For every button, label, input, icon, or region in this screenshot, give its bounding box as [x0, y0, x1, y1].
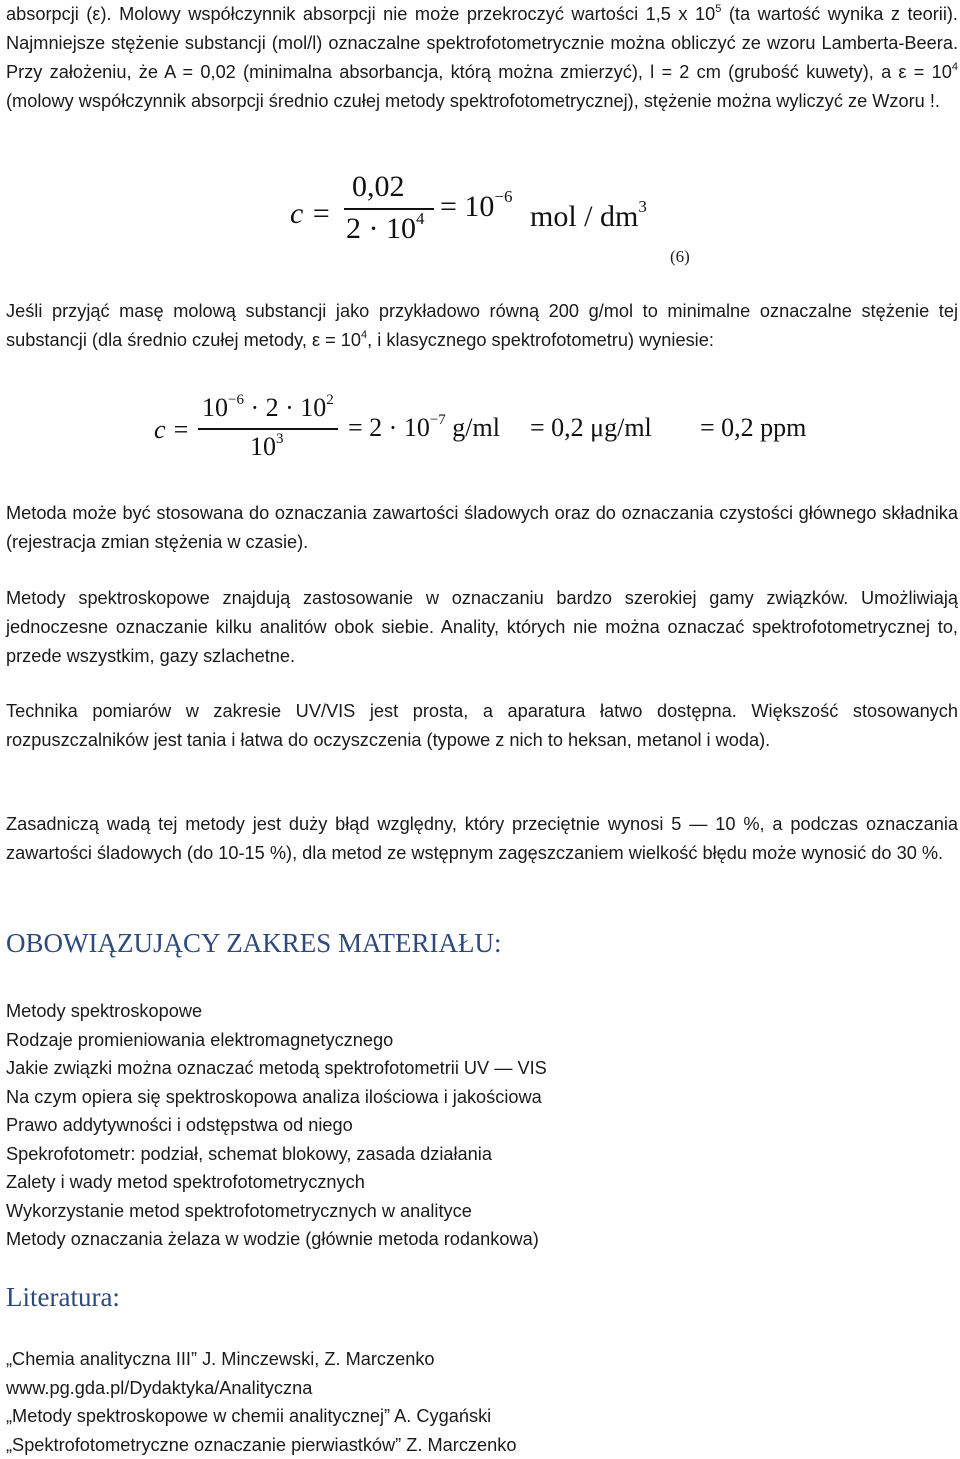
formula-7-result-3: = 0,2 ppm [700, 413, 806, 443]
scope-item: Prawo addytywności i odstępstwa od niego [6, 1111, 958, 1140]
paragraph-1-text: Metoda może być stosowana do oznaczania zawartości śladowych oraz do oznaczania czystości głównego składnika (rejestracja zmian stężenia w czasie). [6, 499, 958, 557]
scope-item: Spekrofotometr: podział, schemat blokowy, zasada działania [6, 1140, 958, 1169]
formula-7-num-b: · 2 · 10 [244, 393, 326, 422]
scope-item: Na czym opiera się spektroskopowa analiza ilościowa i jakościowa [6, 1083, 958, 1112]
scope-item: Wykorzystanie metod spektrofotometrycznych w analityce [6, 1197, 958, 1226]
formula-6-denominator [346, 212, 425, 246]
literature-item: www.pg.gda.pl/Dydaktyka/Analityczna [6, 1374, 958, 1403]
formula-6-unit-sup: 3 [638, 197, 647, 216]
formula-7 [154, 393, 854, 468]
literature-item: „Spektrofotometryczne oznaczanie pierwiastków” Z. Marczenko [6, 1431, 958, 1459]
para2-text-1: Jeśli przyjąć masę molową substancji jako przykładowo równą 200 g/mol to minimalne oznaczalne stężenie tej substancji (dla średnio czułej metody, ε = 10 [6, 301, 958, 350]
literature-list [6, 1345, 958, 1459]
paragraph-3-text: Technika pomiarów w zakresie UV/VIS jest prosta, a aparatura łatwo dostępna. Większość stosowanych rozpuszczalników jest tania i łatwa do oczyszczenia (typowe z nich to heksan, metanol i woda). [6, 697, 958, 755]
literature-item: „Chemia analityczna III” J. Minczewski, Z. Marczenko [6, 1345, 958, 1374]
formula-6-lhs: c = [290, 197, 331, 231]
intro-paragraph [6, 0, 958, 116]
paragraph-3 [6, 697, 958, 755]
formula-6-den-sup: 4 [416, 209, 425, 228]
formula-6-result-base: = 10 [440, 190, 494, 223]
formula-6-number: (6) [670, 247, 690, 267]
para2-sup: 4 [361, 329, 367, 341]
intro-sup-1: 5 [715, 3, 721, 15]
formula-7-num-a: 10 [202, 393, 228, 422]
paragraph-4 [6, 810, 958, 868]
scope-item: Metody oznaczania żelaza w wodzie (głównie metoda rodankowa) [6, 1225, 958, 1254]
paragraph-1 [6, 499, 958, 557]
para2-text-2: , i klasycznego spektrofotometru) wyniesie: [367, 330, 714, 350]
paragraph-4-text: Zasadniczą wadą tej metody jest duży błąd względny, który przeciętnie wynosi 5 — 10 %, a podczas oznaczania zawartości śladowych (do 10-15 %), dla metod ze wstępnym zagęszczaniem wielkość błędu może wynosić do 30 %. [6, 810, 958, 868]
paragraph-2-text: Metody spektroskopowe znajdują zastosowanie w oznaczaniu bardzo szerokiej gamy związków. Umożliwiają jednoczesne oznaczanie kilku analitów obok siebie. Anality, których nie można oznaczać spektrofotometrycznej to, przede wszystkim, gazy szlachetne. [6, 584, 958, 671]
formula-6-den-base: 2 · 10 [346, 212, 416, 245]
formula-7-r1-base: = 2 · 10 [348, 413, 430, 442]
formula-6-unit [530, 200, 647, 234]
intro-text-2: (ta wartość wynika z teorii). Najmniejsze stężenie substancji (mol/l) oznaczalne spektrofotometrycznie można obliczyć ze wzoru Lamberta-Beera. Przy założeniu, że A = 0,02 (minimalna absorbancja, którą można zmierzyć), l = 2 cm (grubość kuwety), a ε = 10 [6, 4, 958, 82]
formula-7-den-sup: 3 [276, 431, 284, 447]
formula-7-denominator [250, 432, 284, 462]
formula-7-r1-sup: −7 [430, 412, 446, 428]
section-heading-scope: OBOWIĄZUJĄCY ZAKRES MATERIAŁU: [6, 928, 501, 959]
formula-6 [290, 170, 690, 250]
formula-6-result-sup: −6 [494, 187, 512, 206]
scope-item: Jakie związki można oznaczać metodą spektrofotometrii UV — VIS [6, 1054, 958, 1083]
scope-item: Metody spektroskopowe [6, 997, 958, 1026]
formula-7-fraction-bar [198, 428, 338, 430]
paragraph-2 [6, 584, 958, 671]
formula-7-numerator [202, 393, 334, 423]
formula-7-result-1 [348, 413, 500, 443]
formula-7-lhs: c = [154, 415, 190, 445]
formula-7-r1-unit: g/ml [446, 413, 500, 442]
intro-text-3: (molowy współczynnik absorpcji średnio czułej metody spektrofotometrycznej), stężenie można wyliczyć ze Wzoru !. [6, 91, 940, 111]
formula-6-numerator: 0,02 [352, 170, 405, 204]
scope-item: Rodzaje promieniowania elektromagnetycznego [6, 1026, 958, 1055]
scope-list [6, 997, 958, 1254]
scope-item: Zalety i wady metod spektrofotometrycznych [6, 1168, 958, 1197]
formula-6-result [440, 190, 513, 224]
section-heading-literature: Literatura: [6, 1282, 120, 1313]
formula-6-unit-base: mol / dm [530, 200, 638, 233]
formula-7-num-sup2: 2 [326, 392, 334, 408]
formula-7-result-2: = 0,2 μg/ml [530, 413, 652, 443]
formula-7-den-base: 10 [250, 432, 276, 461]
paragraph-molar-mass [6, 297, 958, 355]
literature-item: „Metody spektroskopowe w chemii analitycznej” A. Cygański [6, 1402, 958, 1431]
formula-7-num-sup1: −6 [228, 392, 244, 408]
intro-text-1: absorpcji (ε). Molowy współczynnik absorpcji nie może przekroczyć wartości 1,5 x 10 [6, 4, 715, 24]
intro-sup-2: 4 [952, 61, 958, 73]
